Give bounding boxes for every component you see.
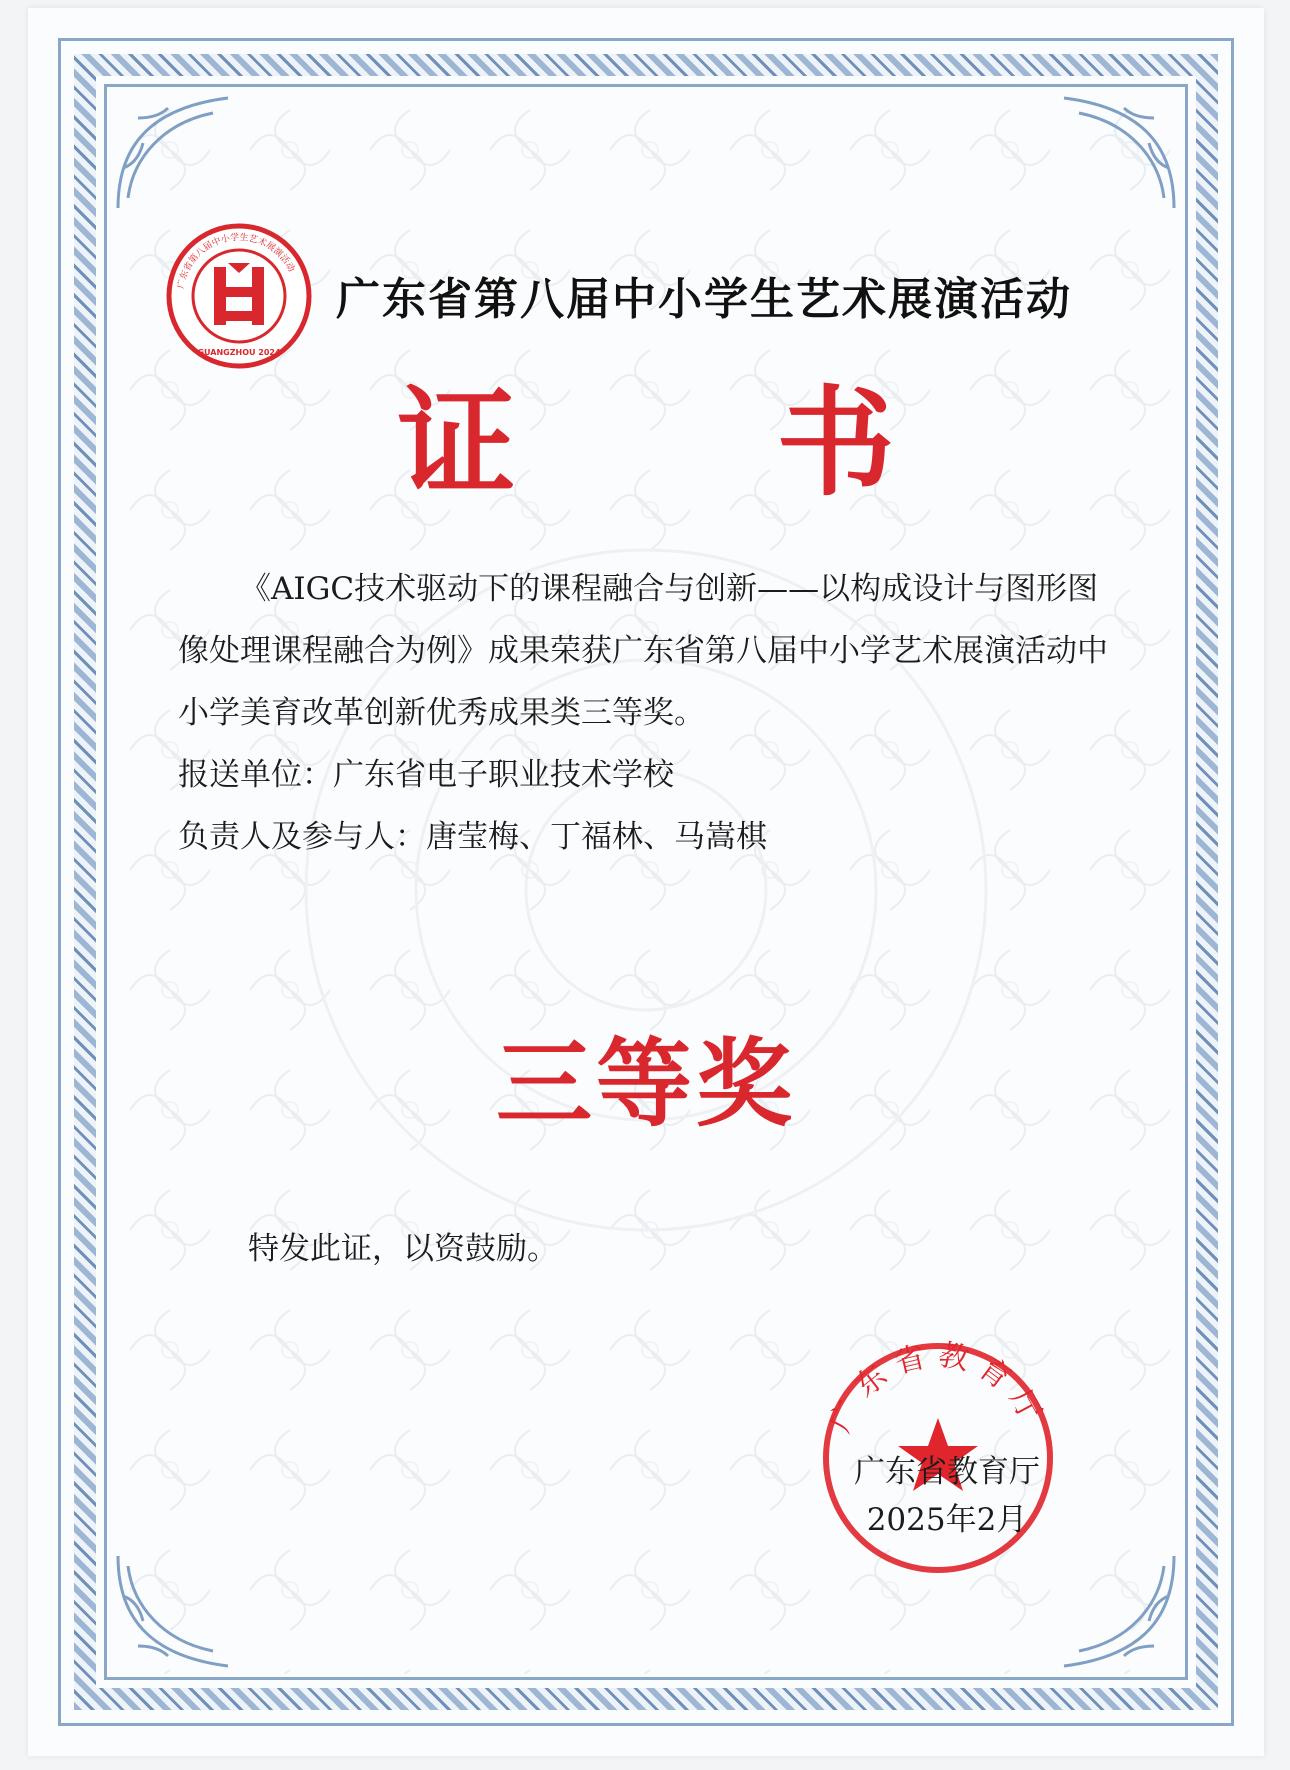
corner-flourish-icon [1054,88,1184,218]
event-title: 广东省第八届中小学生艺术展演活动 [336,274,1072,325]
corner-flourish-icon [108,1546,238,1676]
header [166,223,1166,363]
award-level: 三等奖 [496,1027,796,1140]
submitting-unit: 报送单位：广东省电子职业技术学校 [178,757,674,793]
participants: 负责人及参与人：唐莹梅、丁福林、马嵩棋 [178,819,767,855]
logo-bottom-text: GUANGZHOU 2024 [197,348,281,357]
issue-date: 2025年2月 [866,1502,1028,1538]
issuer-name: 广东省教育厅 [854,1454,1040,1490]
closing-text: 特发此证，以资鼓励。 [248,1231,558,1267]
logo-ring-text: 广东省第八届中小学生艺术展演活动 [176,232,297,290]
certificate-body [178,558,1118,868]
award-statement: 《AIGC技术驱动下的课程融合与创新——以构成设计与图形图像处理课程融合为例》成果荣获广东省第八届中小学艺术展演活动中小学美育改革创新优秀成果类三等奖。 [178,571,1108,731]
corner-flourish-icon [108,88,238,218]
issuer-block [854,1448,1040,1544]
corner-flourish-icon [1054,1546,1184,1676]
seal-text: 广东省教育厅 [822,1338,1053,1438]
certificate-title: 证 书 [397,373,1005,512]
certificate-sheet [28,8,1264,1756]
